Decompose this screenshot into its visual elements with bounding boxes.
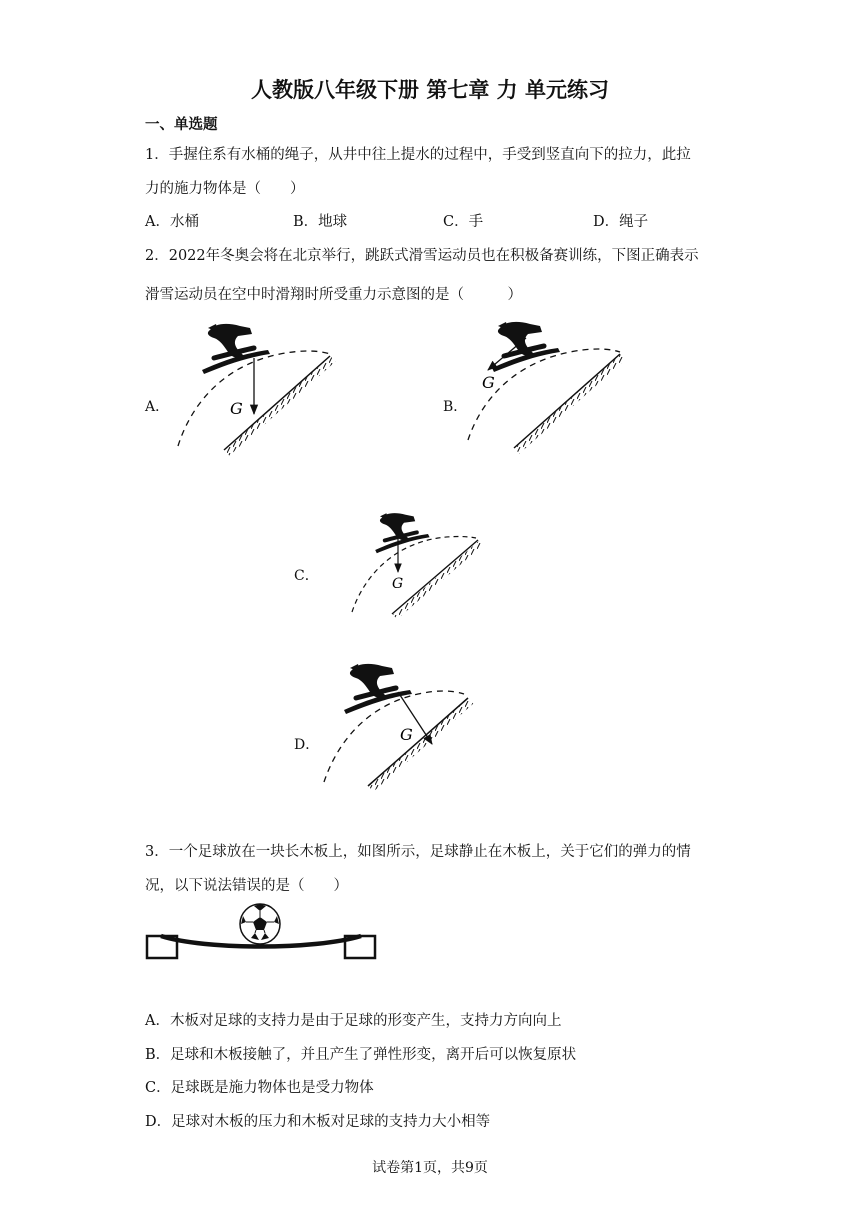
question-1-option-c: C．手: [443, 214, 484, 230]
ski-figure-d: [318, 662, 478, 792]
ski-figure-c: [348, 510, 488, 620]
question-1-option-b: B．地球: [293, 214, 348, 230]
page-title: 人教版八年级下册 第七章 力 单元练习: [251, 78, 609, 102]
question-3-option-a: A．木板对足球的支持力是由于足球的形变产生，支持力方向向上: [145, 1013, 562, 1029]
force-label-g: G: [482, 373, 495, 392]
figure-d-label: D．: [294, 737, 320, 753]
figure-b-label: B．: [443, 399, 468, 415]
ski-figure-a: [170, 318, 345, 458]
figure-c-label: C．: [294, 568, 319, 584]
figure-a-label: A．: [145, 399, 170, 415]
question-3-text-line-2: 况，以下说法错误的是（ ）: [145, 878, 348, 894]
question-3-option-c: C．足球既是施力物体也是受力物体: [145, 1080, 374, 1096]
question-2-text-line-1: 2．2022年冬奥会将在北京举行，跳跃式滑雪运动员也在积极备赛训练，下图正确表示: [145, 248, 699, 264]
question-1-option-d: D．绳子: [593, 214, 649, 230]
question-1-option-a: A．水桶: [145, 214, 199, 230]
question-2-text-line-2: 滑雪运动员在空中时滑翔时所受重力示意图的是（ ）: [145, 287, 522, 303]
question-3-option-d: D．足球对木板的压力和木板对足球的支持力大小相等: [145, 1114, 491, 1130]
question-3-text-line-1: 3．一个足球放在一块长木板上，如图所示，足球静止在木板上，关于它们的弹力的情: [145, 844, 691, 860]
page-footer: 试卷第1页，共9页: [372, 1160, 488, 1176]
question-1-text-line-1: 1．手握住系有水桶的绳子，从井中往上提水的过程中，手受到竖直向下的拉力，此拉: [145, 147, 691, 163]
force-label-g: G: [230, 399, 243, 418]
ski-figure-b: [460, 318, 635, 458]
force-label-g: G: [392, 576, 404, 592]
section-heading: 一、单选题: [145, 117, 218, 133]
force-label-g: G: [400, 725, 413, 744]
football-on-board-figure: [145, 900, 380, 962]
question-1-text-line-2: 力的施力物体是（ ）: [145, 181, 305, 197]
question-3-option-b: B．足球和木板接触了，并且产生了弹性形变，离开后可以恢复原状: [145, 1047, 577, 1063]
